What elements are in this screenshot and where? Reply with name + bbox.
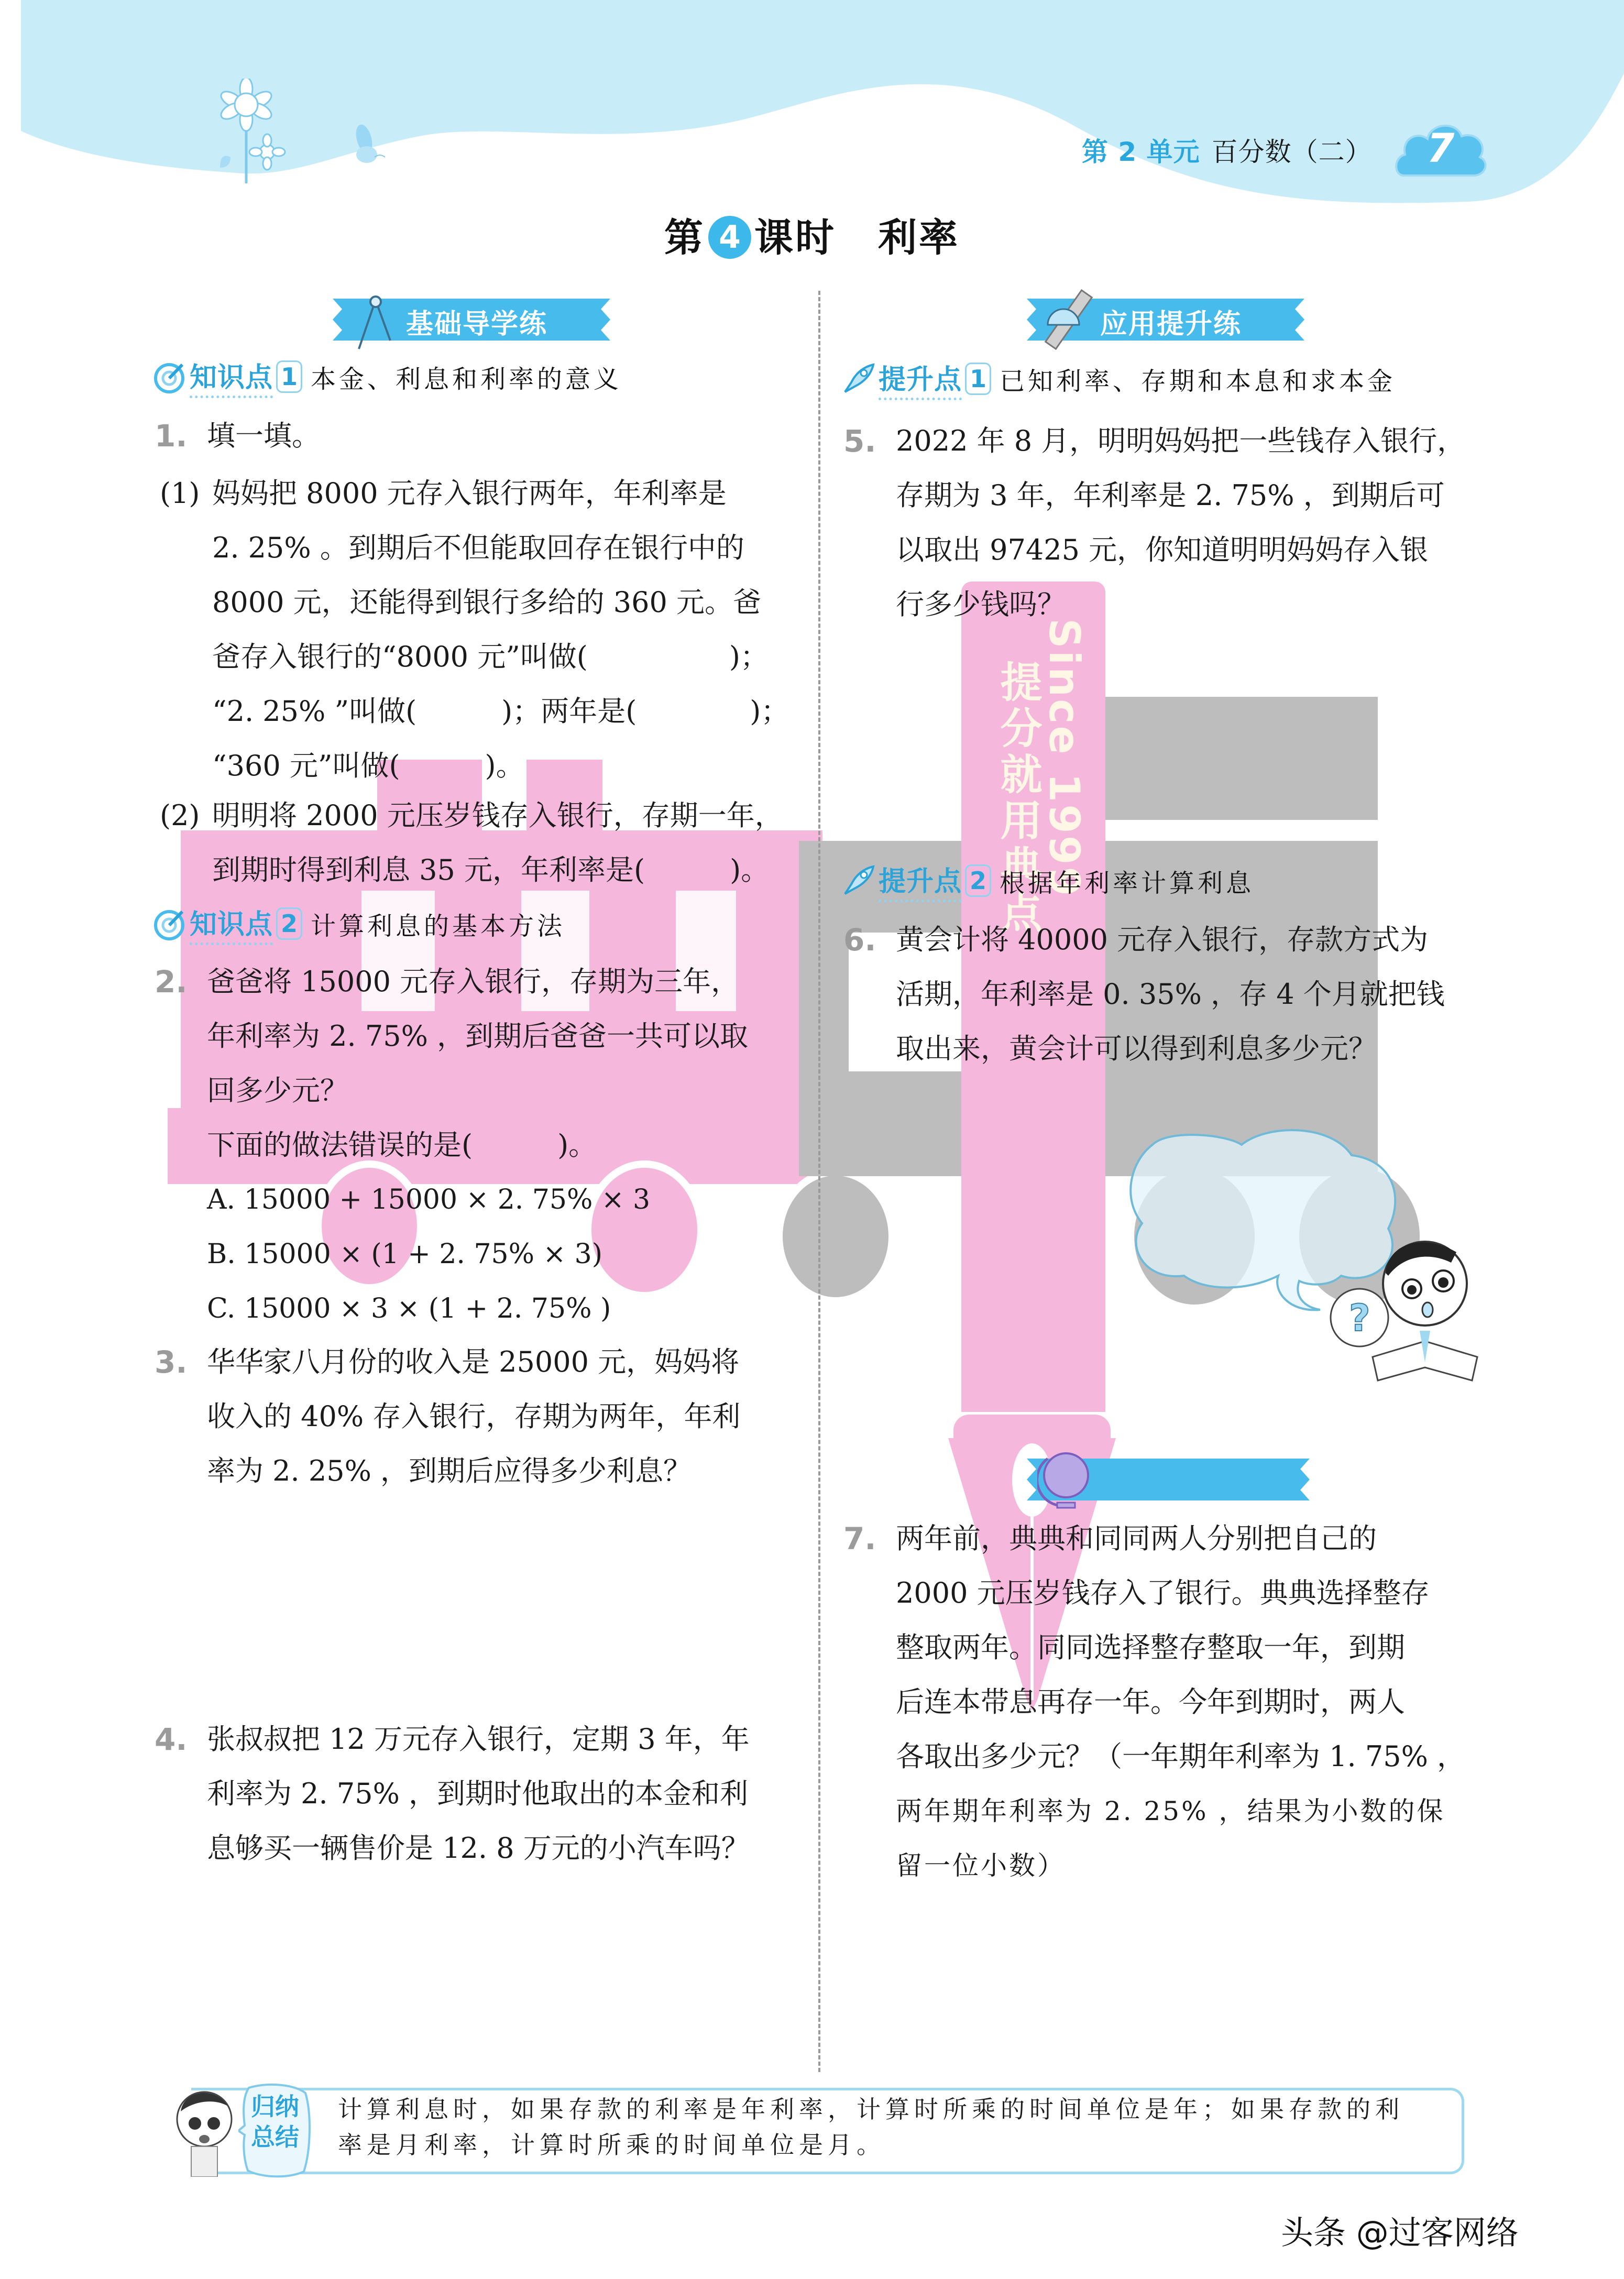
page-number: 7 <box>1427 125 1455 171</box>
watermark-text-en: Since 1999 <box>1040 618 1089 899</box>
part-label: (1) <box>160 477 200 510</box>
question-1-part-2 <box>160 788 783 897</box>
svg-text:?: ? <box>1349 1297 1370 1340</box>
kp-number: 2 <box>276 907 302 940</box>
kp-number: 1 <box>276 360 302 393</box>
section-banner-extension <box>1027 1458 1310 1502</box>
butterfly-decoration-icon <box>346 123 393 170</box>
watermark-text-cn: 提分就用典点 <box>993 660 1042 937</box>
question-line: 整取两年。同同选择整存整取一年，到期 <box>896 1631 1405 1664</box>
question-line: 收入的 40% 存入银行，存期为两年，年利 <box>207 1400 741 1433</box>
answer-blank-line: 下面的做法错误的是( )。 <box>207 1128 597 1162</box>
kp-title: 计算利息的基本方法 <box>311 911 566 941</box>
improve-point-2 <box>841 859 1254 902</box>
kp-number: 1 <box>965 363 991 395</box>
summary-line: 率是月利率，计算时所乘的时间单位是月。 <box>338 2131 885 2159</box>
question-line: 行多少钱吗？ <box>896 588 1066 621</box>
question-line: 两年前，典典和同同两人分别把自己的 <box>896 1522 1377 1555</box>
knowledge-point-1 <box>152 355 622 398</box>
compass-icon <box>343 288 401 351</box>
question-line: 率为 2. 25% ，到期后应得多少利息？ <box>207 1454 692 1487</box>
option-c: C. 15000 × 3 × (1 + 2. 75% ) <box>207 1293 611 1324</box>
question-line: 留一位小数） <box>896 1850 1066 1881</box>
flower-decoration-icon <box>199 79 304 183</box>
question-line: 以取出 97425 元，你知道明明妈妈存入银 <box>896 533 1429 566</box>
question-line: 2022 年 8 月，明明妈妈把一些钱存入银行， <box>896 424 1466 457</box>
source-watermark: 头条 @过客网络 <box>1281 2214 1519 2252</box>
kp-title: 本金、利息和利率的意义 <box>311 364 622 394</box>
question-line: 华华家八月份的收入是 25000 元，妈妈将 <box>207 1345 740 1378</box>
question-4 <box>155 1712 750 1876</box>
watermark-wheel-3 <box>775 1168 896 1305</box>
question-line: 张叔叔把 12 万元存入银行，定期 3 年，年 <box>207 1723 750 1756</box>
question-prompt: 填一填。 <box>207 419 320 452</box>
option-b: B. 15000 × (1 + 2. 75% × 3) <box>207 1239 603 1270</box>
banner-label: 应用提升练 <box>1100 309 1242 340</box>
summary-label <box>246 2091 304 2152</box>
unit-number: 第 2 单元 <box>1082 137 1200 167</box>
question-6 <box>843 913 1445 1076</box>
target-icon <box>152 359 186 394</box>
summary-text <box>338 2091 1454 2163</box>
question-number: 5. <box>843 423 876 459</box>
question-number: 7. <box>843 1521 876 1557</box>
lesson-topic: 利率 <box>878 215 960 260</box>
watermark-gray-block-top <box>1105 697 1378 820</box>
watermark-pen-ring <box>953 1415 1111 1441</box>
question-line: 存期为 3 年，年利率是 2. 75% ，到期后可 <box>896 479 1445 512</box>
answer-blank-line: “360 元”叫做( )。 <box>212 749 524 782</box>
question-number: 1. <box>155 418 188 454</box>
question-1-part-1 <box>160 466 789 793</box>
kp-tag: 知识点 <box>190 902 273 945</box>
knowledge-point-2 <box>152 902 565 945</box>
question-line: 两年期年利率为 2. 25% ，结果为小数的保 <box>896 1796 1445 1826</box>
summary-kid-illustration <box>168 2083 241 2177</box>
section-banner-basic <box>333 298 610 342</box>
kp-title: 已知利率、存期和本息和求本金 <box>1000 366 1396 396</box>
question-5 <box>843 414 1466 632</box>
question-line: 明明将 2000 元压岁钱存入银行，存期一年， <box>212 799 783 832</box>
lesson-prefix: 第 <box>664 215 705 260</box>
summary-label-line: 总结 <box>251 2123 299 2151</box>
question-line: 2000 元压岁钱存入了银行。典典选择整存 <box>896 1576 1430 1609</box>
unit-heading <box>1082 131 1372 169</box>
question-2 <box>155 955 749 1336</box>
globe-icon <box>1037 1448 1095 1511</box>
part-label: (2) <box>160 799 200 832</box>
kp-number: 2 <box>965 864 991 897</box>
question-number: 3. <box>155 1344 188 1380</box>
question-line: 回多少元？ <box>207 1074 348 1107</box>
section-banner-application <box>1027 298 1304 342</box>
rocket-icon <box>841 863 875 898</box>
question-line: 后连本带息再存一年。今年到期时，两人 <box>896 1685 1405 1718</box>
question-number: 6. <box>843 922 876 958</box>
banner-label: 基础导学练 <box>406 309 548 340</box>
question-line: 爸爸将 15000 元存入银行，存期为三年， <box>207 965 740 998</box>
option-a: A. 15000 + 15000 × 2. 75% × 3 <box>207 1184 651 1215</box>
kp-tag: 提升点 <box>879 357 962 400</box>
answer-blank-line: “2. 25% ”叫做( )；两年是( )； <box>212 695 789 728</box>
rocket-icon <box>841 361 875 396</box>
target-icon <box>152 906 186 941</box>
question-line: 活期，年利率是 0. 35% ，存 4 个月就把钱 <box>896 978 1445 1011</box>
question-line: 取出来，黄会计可以得到利息多少元？ <box>896 1032 1377 1065</box>
question-line: 各取出多少元？（一年期年利率为 1. 75% ， <box>896 1740 1466 1773</box>
question-3 <box>155 1335 741 1498</box>
kp-title: 根据年利率计算利息 <box>1000 868 1255 898</box>
question-line: 妈妈把 8000 元存入银行两年，年利率是 <box>212 477 727 510</box>
question-number: 2. <box>155 964 188 1000</box>
question-line: 利率为 2. 75% ，到期时他取出的本金和利 <box>207 1777 749 1810</box>
question-number: 4. <box>155 1722 188 1757</box>
question-line: 息够买一辆售价是 12. 8 万元的小汽车吗？ <box>207 1832 750 1865</box>
summary-line: 计算利息时，如果存款的利率是年利率，计算时所乘的时间单位是年；如果存款的利 <box>338 2095 1404 2123</box>
kp-tag: 知识点 <box>190 355 273 398</box>
lesson-suffix: 课时 <box>754 215 836 260</box>
lesson-title <box>0 207 1624 262</box>
column-divider <box>818 291 820 2072</box>
question-line: 年利率为 2. 75% ，到期后爸爸一共可以取 <box>207 1020 749 1053</box>
unit-name: 百分数（二） <box>1211 137 1372 167</box>
lesson-number-badge: 4 <box>708 216 751 259</box>
answer-blank-line: 到期时得到利息 35 元，年利率是( )。 <box>212 853 770 886</box>
question-line: 黄会计将 40000 元存入银行，存款方式为 <box>896 923 1429 956</box>
question-line: 2. 25% 。到期后不但能取回存在银行中的 <box>212 531 744 564</box>
summary-label-line: 归纳 <box>251 2092 299 2121</box>
ruler-protractor-icon <box>1037 288 1095 351</box>
improve-point-1 <box>841 357 1396 400</box>
question-line: 8000 元，还能得到银行多给的 360 元。爸 <box>212 586 761 619</box>
kp-tag: 提升点 <box>879 859 962 902</box>
question-1 <box>155 409 320 463</box>
thinking-boy-illustration <box>1320 1226 1493 1383</box>
answer-blank-line: 爸存入银行的“8000 元”叫做( )； <box>212 640 769 673</box>
question-7 <box>843 1511 1466 1893</box>
